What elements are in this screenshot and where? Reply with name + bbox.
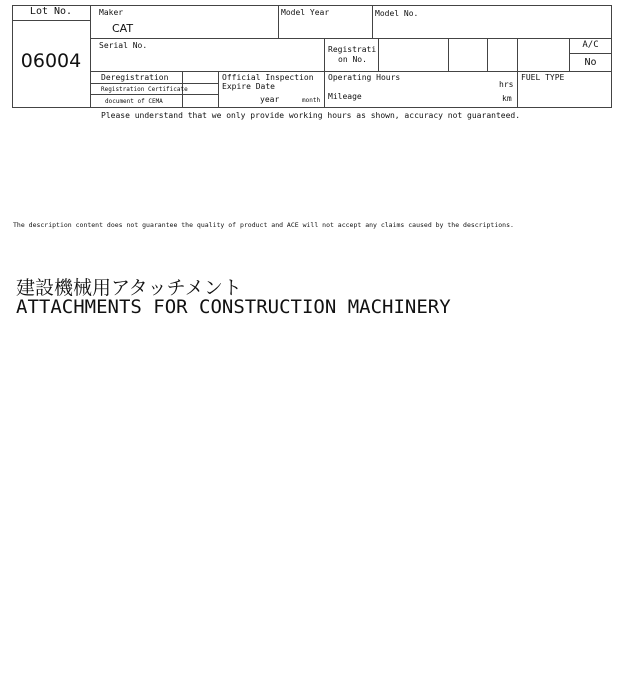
ac-label-divider xyxy=(569,53,612,54)
working-hours-notice: Please understand that we only provide working hours as shown, accuracy not guaranteed. xyxy=(101,111,521,120)
cema-document-label: document of CEMA xyxy=(105,98,163,105)
fuel-left-divider xyxy=(517,38,518,108)
mileage-unit: km xyxy=(502,94,512,103)
heading-english: ATTACHMENTS FOR CONSTRUCTION MACHINERY xyxy=(16,296,451,318)
lot-number: 06004 xyxy=(20,50,82,72)
serial-label: Serial No. xyxy=(99,41,148,50)
heading-japanese: 建設機械用アタッチメント xyxy=(16,277,242,299)
inspection-label-line2: Expire Date xyxy=(222,82,275,91)
registration-label-line1: Registrati xyxy=(328,45,377,54)
reg-cell-divider-1 xyxy=(448,38,449,71)
row2-bottom xyxy=(90,71,612,72)
inspection-month-label: month xyxy=(302,97,321,104)
registration-left-divider xyxy=(324,38,325,108)
lot-divider xyxy=(90,5,91,108)
lot-label-divider xyxy=(12,20,90,21)
ac-value: No xyxy=(584,57,597,68)
lot-label: Lot No. xyxy=(29,6,73,17)
inspection-label-line1: Official Inspection xyxy=(222,73,314,82)
maker-divider xyxy=(278,5,279,38)
maker-value: CAT xyxy=(112,22,134,35)
ac-label: A/C xyxy=(582,40,599,50)
model-year-label: Model Year xyxy=(281,8,330,17)
operating-hours-label: Operating Hours xyxy=(328,73,401,82)
maker-label: Maker xyxy=(99,8,124,17)
mileage-label: Mileage xyxy=(328,92,362,101)
description-disclaimer: The description content does not guarantee the quality of product and ACE will not accept any claims caused by the descriptions. xyxy=(13,221,514,229)
dereg-line-2 xyxy=(90,94,218,95)
registration-certificate-label: Registration Certificate xyxy=(101,86,188,93)
row1-bottom xyxy=(90,38,612,39)
registration-label-line2: on No. xyxy=(338,55,367,64)
registration-label-divider xyxy=(378,38,379,71)
deregistration-label: Deregistration xyxy=(101,73,169,82)
inspection-divider xyxy=(218,71,219,108)
operating-hours-unit: hrs xyxy=(499,80,514,89)
model-no-label: Model No. xyxy=(375,9,419,18)
reg-cell-divider-2 xyxy=(487,38,488,71)
dereg-line-1 xyxy=(90,83,218,84)
inspection-year-label: year xyxy=(260,95,280,104)
model-year-divider xyxy=(372,5,373,38)
fuel-type-label: FUEL TYPE xyxy=(521,73,565,82)
